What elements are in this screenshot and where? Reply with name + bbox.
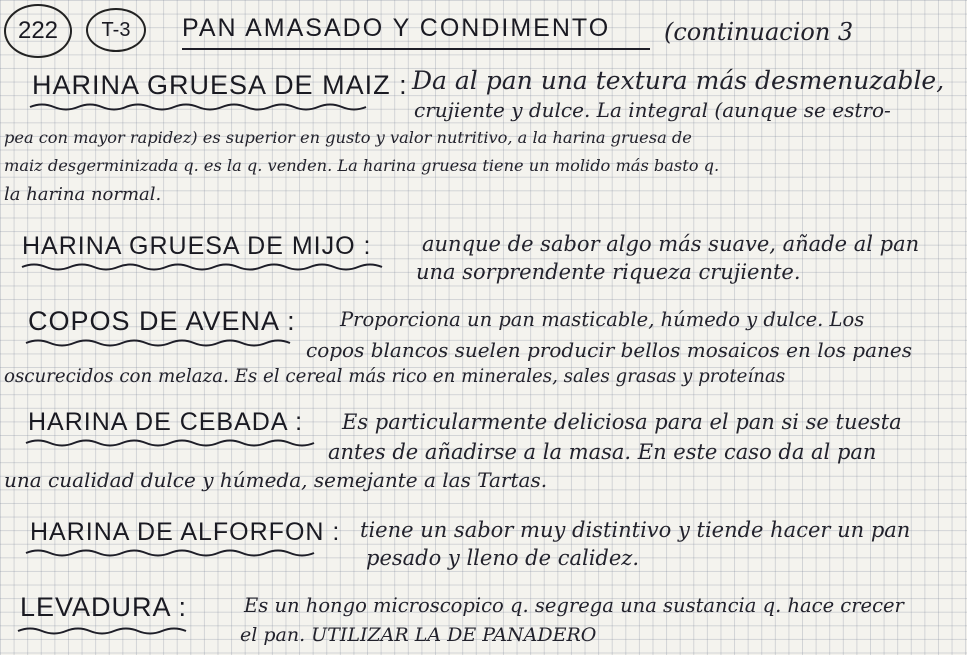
- section-code: T-3: [101, 19, 131, 41]
- entry-text-maiz-2: crujiente y dulce. La integral (aunque se estro-: [414, 98, 891, 122]
- page-number: 222: [17, 17, 59, 44]
- entry-text-maiz-1: Da al pan una textura más desmenuzable,: [412, 66, 945, 95]
- entry-heading-mijo: HARINA GRUESA DE MIJO :: [22, 232, 372, 260]
- entry-text-cebada-1: Es particularmente deliciosa para el pan si se tuesta: [342, 410, 902, 434]
- heading-underline-mijo: [22, 262, 384, 272]
- entry-text-avena-3: oscurecidos con melaza. Es el cereal más rico en minerales, sales grasas y proteínas: [4, 366, 786, 387]
- entry-text-alforfon-1: tiene un sabor muy distintivo y tiende hacer un pan: [360, 518, 911, 542]
- entry-text-avena-1: Proporciona un pan masticable, húmedo y dulce. Los: [340, 308, 865, 331]
- title-underline: [182, 46, 652, 54]
- heading-underline-maiz: [30, 102, 380, 112]
- entry-text-avena-2: copos blancos suelen producir bellos mosaicos en los panes: [306, 338, 913, 362]
- entry-heading-maiz: HARINA GRUESA DE MAIZ :: [32, 70, 408, 100]
- entry-text-levadura-1: Es un hongo microscopico q. segrega una sustancia q. hace crecer: [244, 594, 904, 617]
- entry-text-maiz-3: pea con mayor rapidez) es superior en gusto y valor nutritivo, a la harina gruesa de: [4, 128, 692, 147]
- entry-text-alforfon-2: pesado y lleno de calidez.: [366, 546, 640, 570]
- page-title: PAN AMASADO Y CONDIMENTO: [182, 14, 611, 42]
- entry-text-maiz-5: la harina normal.: [4, 184, 162, 205]
- entry-heading-levadura: LEVADURA :: [20, 592, 188, 622]
- entry-text-mijo-2: una sorprendente riqueza crujiente.: [416, 260, 801, 284]
- entry-text-maiz-4: maiz desgerminizada q. es la q. venden. La harina gruesa tiene un molido más basto q.: [4, 156, 720, 175]
- entry-heading-cebada: HARINA DE CEBADA :: [28, 408, 304, 436]
- entry-heading-alforfon: HARINA DE ALFORFON :: [30, 518, 341, 546]
- section-code-circle: [86, 8, 146, 52]
- page-subtitle: (continuacion 3: [664, 18, 854, 46]
- entry-text-mijo-1: aunque de sabor algo más suave, añade al pan: [422, 232, 920, 256]
- entry-text-levadura-2: el pan. UTILIZAR LA DE PANADERO: [240, 624, 597, 646]
- heading-underline-levadura: [18, 626, 196, 636]
- heading-underline-alforfon: [26, 548, 326, 558]
- page-number-circle: [4, 4, 72, 58]
- entry-text-cebada-2: antes de añadirse a la masa. En este caso da al pan: [328, 440, 877, 464]
- heading-underline-avena: [26, 338, 294, 348]
- entry-heading-avena: COPOS DE AVENA :: [28, 306, 296, 336]
- heading-underline-cebada: [26, 438, 318, 448]
- entry-text-cebada-3: una cualidad dulce y húmeda, semejante a las Tartas.: [4, 468, 548, 492]
